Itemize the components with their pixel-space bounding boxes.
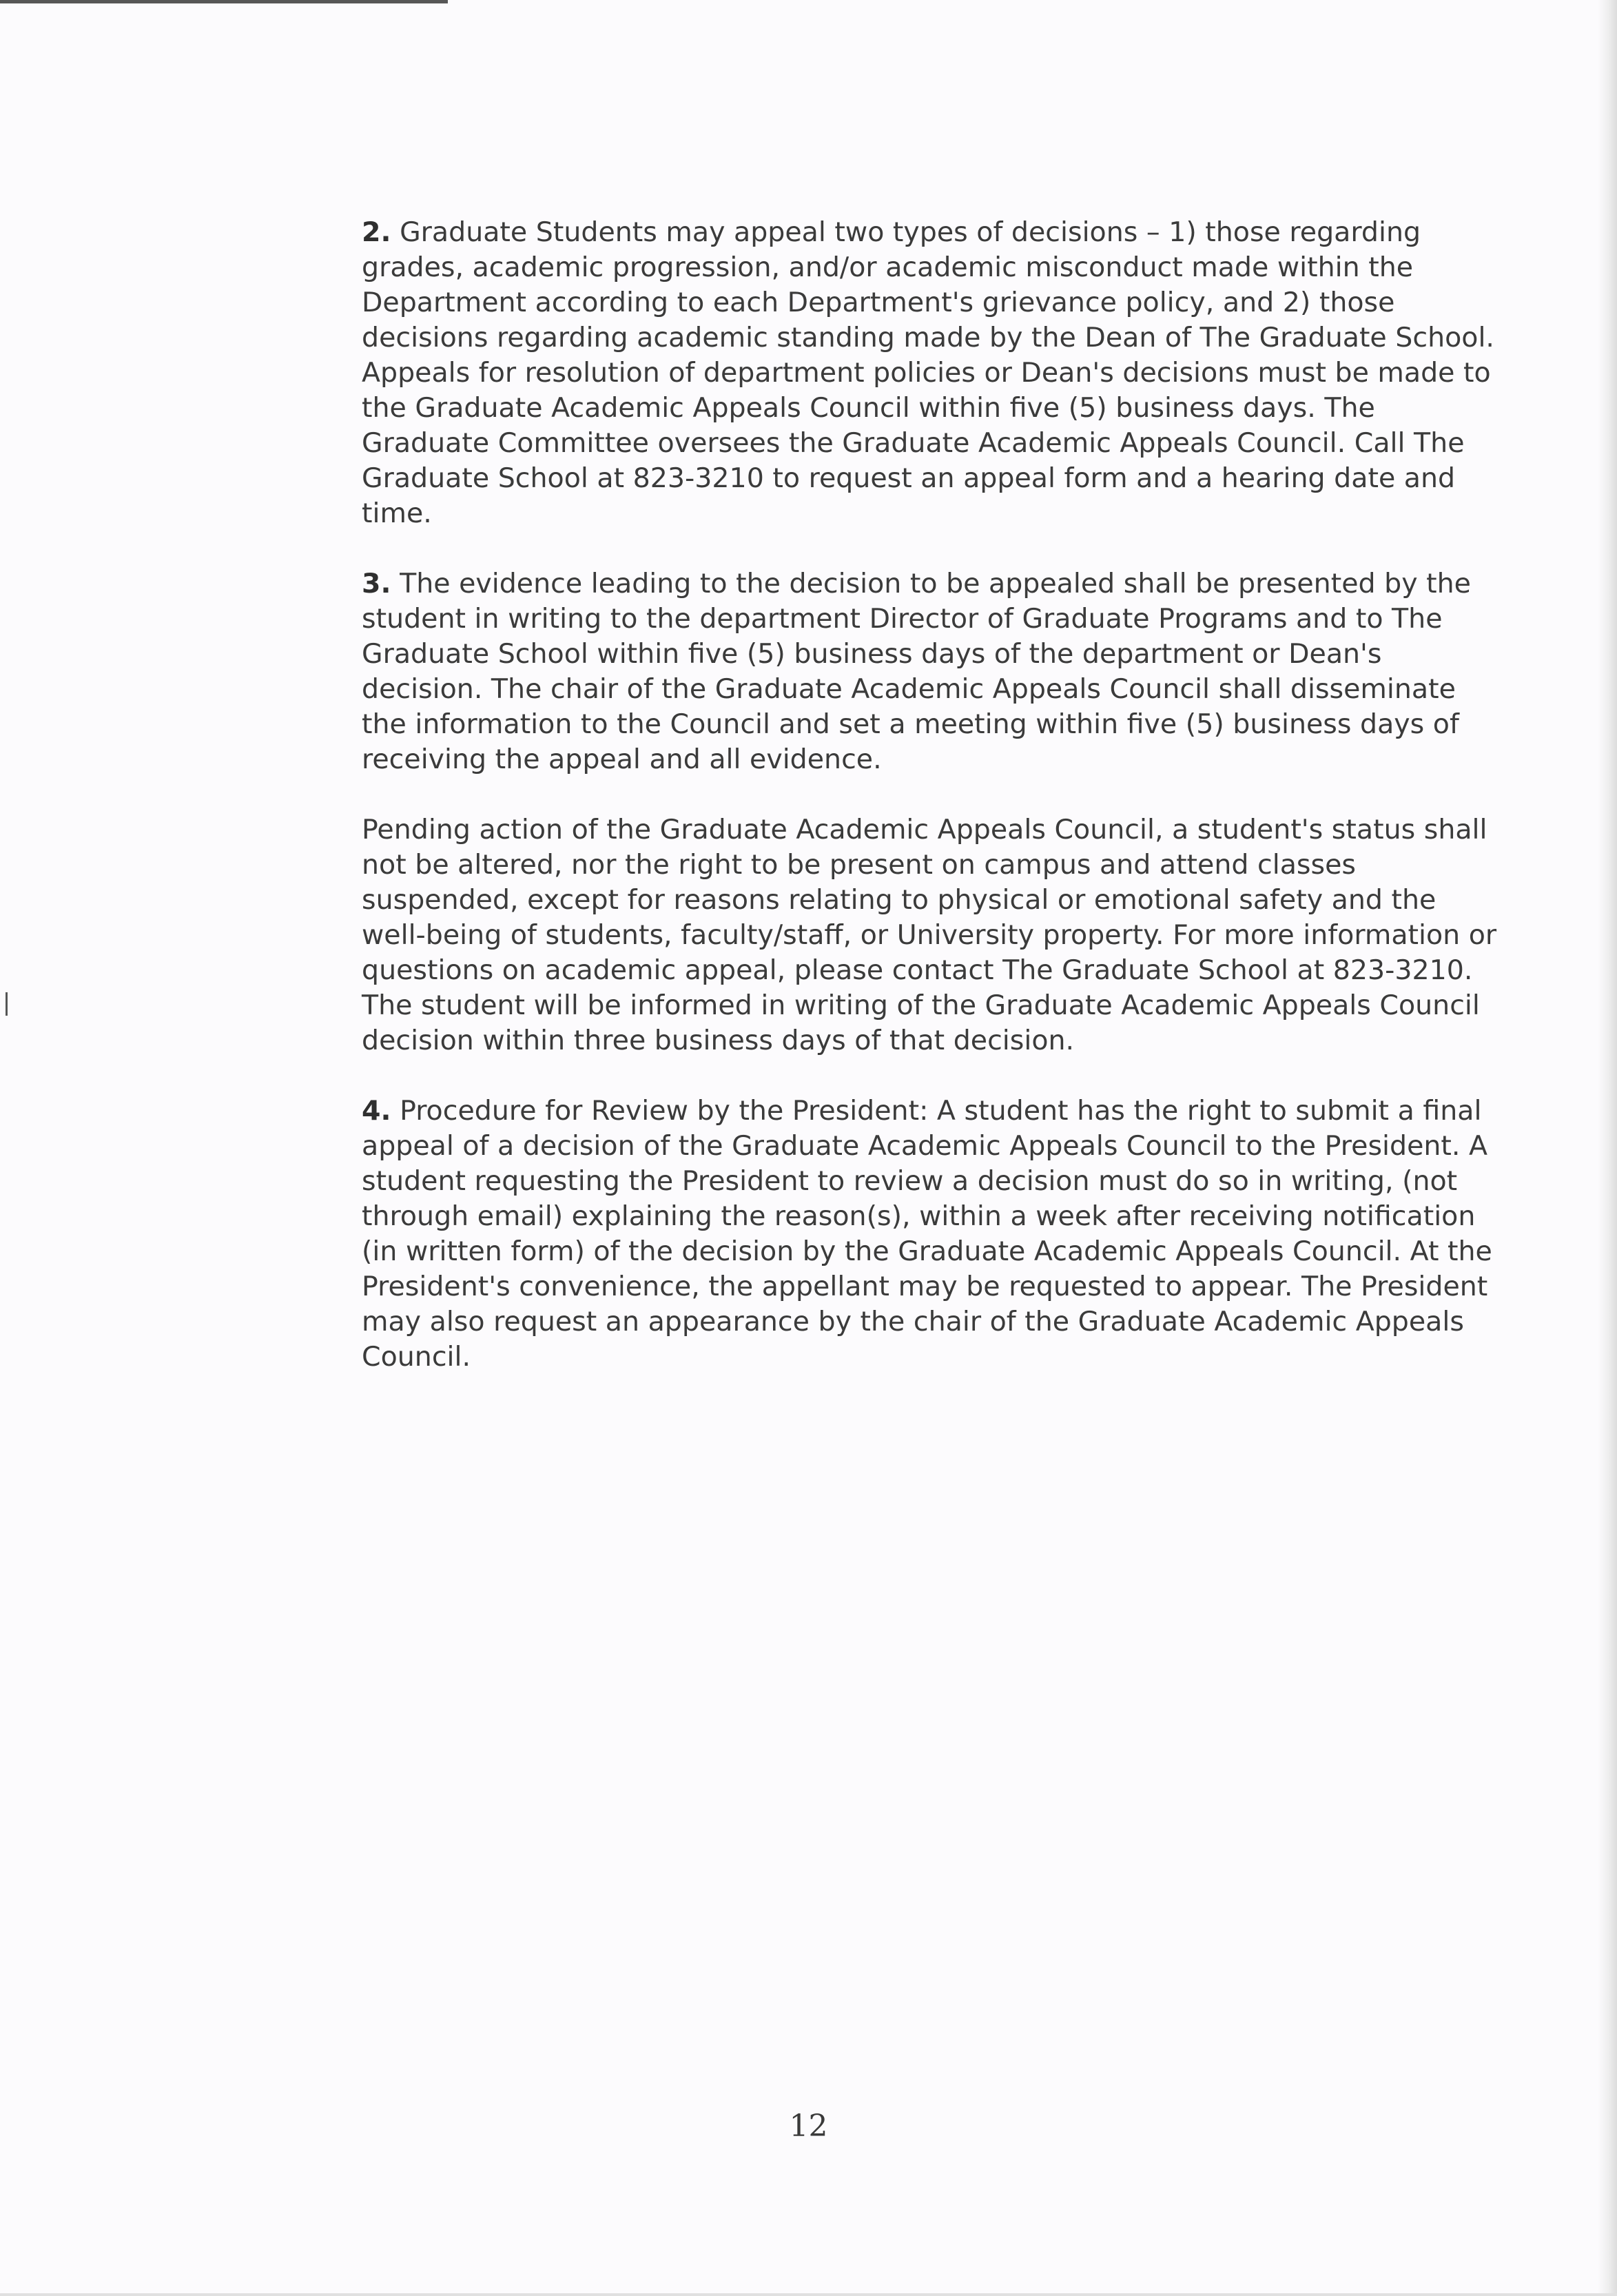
scan-right-shadow: [1598, 0, 1617, 2296]
paragraph-number: 2.: [362, 216, 391, 248]
paragraph-text: Graduate Students may appeal two types of decisions – 1) those regarding grades, academic progression, and/or academic misconduct made within the Department according to each Department's grievance policy, and 2) those decisions regarding academic standing made by the Dean of The Graduate School. Appeals for resolution of department policies or Dean's decisions must be made to the Graduate Academic Appeals Council within five (5) business days. The Graduate Committee oversees the Graduate Academic Appeals Council. Call The Graduate School at 823-3210 to request an appeal form and a hearing date and time.: [362, 216, 1494, 529]
paragraph-2: [362, 215, 1502, 531]
scan-bottom-edge: [0, 2293, 1617, 2296]
body-text: [362, 215, 1502, 1410]
paragraph-4: [362, 1094, 1502, 1375]
scan-top-edge: [0, 0, 448, 3]
page-number: 12: [789, 2109, 828, 2144]
paragraph-text: The evidence leading to the decision to be appealed shall be presented by the student in writing to the department Director of Graduate Programs and to The Graduate School within five (5) business days of the department or Dean's decision. The chair of the Graduate Academic Appeals Council shall disseminate the information to the Council and set a meeting within five (5) business days of receiving the appeal and all evidence.: [362, 568, 1471, 775]
paragraph-number: 3.: [362, 568, 391, 599]
scan-left-mark: [6, 992, 8, 1016]
paragraph-text: Procedure for Review by the President: A student has the right to submit a final appeal of a decision of the Graduate Academic Appeals Council to the President. A student requesting the President to review a decision must do so in writing, (not through email) explaining the reason(s), within a week after receiving notification (in written form) of the decision by the Graduate Academic Appeals Council. At the President's convenience, the appellant may be requested to appear. The President may also request an appearance by the chair of the Graduate Academic Appeals Council.: [362, 1095, 1492, 1373]
paragraph-text: Pending action of the Graduate Academic Appeals Council, a student's status shall not be altered, nor the right to be present on campus and attend classes suspended, except for reasons relating to physical or emotional safety and the well-being of students, faculty/staff, or University property. For more information or questions on academic appeal, please contact The Graduate School at 823-3210. The student will be informed in writing of the Graduate Academic Appeals Council decision within three business days of that decision.: [362, 814, 1497, 1056]
paragraph-number: 4.: [362, 1095, 391, 1127]
paragraph-3: [362, 566, 1502, 777]
paragraph-pending-action: [362, 812, 1502, 1058]
